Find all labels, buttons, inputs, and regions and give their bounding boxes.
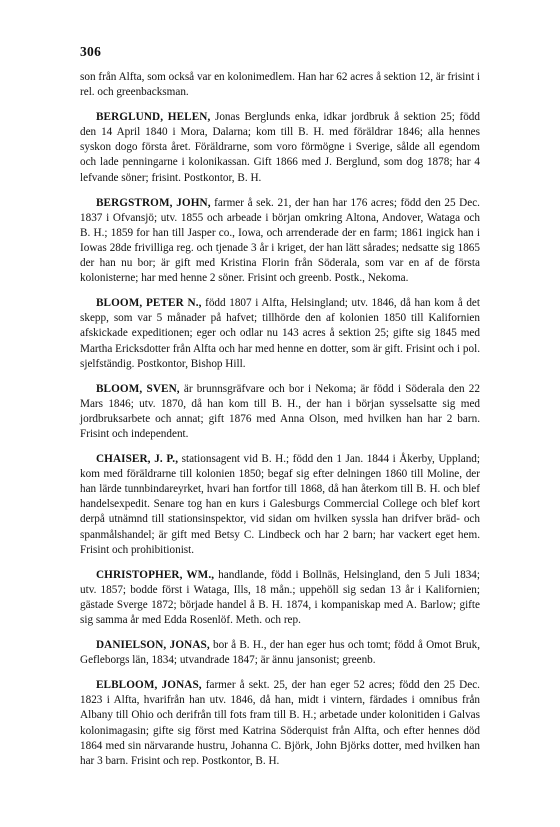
entry-text: är brunnsgräfvare och bor i Nekoma; är född i Söderala den 22 Mars 1846; utv. 1870, då han kom till B. H., der han i början sysselsatte sig med jordbruksarbete och annat; gift 1876 med Anna Olson, med hvilken han har 2 barn. Frisint och independent. [80,382,480,440]
entry-bergstrom-john [80,196,480,287]
entry-chaiser-jp [80,452,480,558]
entry-text: handlande, född i Bollnäs, Helsingland, den 5 Juli 1834; utv. 1857; bodde först i Wataga, Ills, 18 mån.; uppehöll sig sedan 13 år i Kalifornien; gästade Sverge 1872; började handel å B. H. 1874, i kompaniskap med A. Barlow; gifte sig samma år med Edda Rosenlöf. Meth. och rep. [80,568,480,626]
entry-name: BERGSTROM, JOHN, [96,196,211,209]
entry-text: bor å B. H., der han eger hus och tomt; född å Omot Bruk, Gefleborgs län, 1834; utvandrade 1847; är ännu jansonist; greenb. [80,639,480,667]
entry-text: farmer å sekt. 25, der han eger 52 acres; född den 25 Dec. 1823 i Alfta, hvarifrån han utv. 1846, då han, midt i vintern, färdades i omnibus från Albany till Ohio och derifrån till fots fram till B. H.; arbetade under kolonitiden i Galvas kolonimagasin; gifte sig först med Katrina Söderquist från Alfta, och efter hennes död 1864 med sin närvarande hustru, Johanna C. Björk, John Björks dotter, med hvilken han har 3 barn. Frisint och rep. Postkontor, B. H. [80,679,480,767]
entry-name: CHAISER, J. P., [96,453,179,466]
entry-name: BERGLUND, HELEN, [96,111,211,124]
entry-bloom-sven [80,382,480,442]
entry-elbloom-jonas [80,678,480,769]
entry-name: BLOOM, PETER N., [96,297,202,310]
entry-text: Jonas Berglunds enka, idkar jordbruk å sektion 25; född den 14 April 1840 i Mora, Dalarna; kom till B. H. med föräldrar 1846; alla hennes syskon dogo första året. Föräldrarne, som voro förmögne i Sverige, sålde all egendom och lade penningarne i kolonikassan. Gift 1866 med J. Berglund, som dog 1878; har 4 lefvande söner; frisint. Postkontor, B. H. [80,111,480,184]
entry-bloom-peter [80,296,480,371]
page-body [80,70,480,779]
entry-name: CHRISTOPHER, WM., [96,568,215,581]
entry-christopher-wm [80,568,480,628]
entry-danielson-jonas [80,638,480,668]
entry-text: son från Alfta, som också var en kolonimedlem. Han har 62 acres å sektion 12, är frisint i rel. och greenbacksman. [80,71,480,99]
entry-name: DANIELSON, JONAS, [96,639,210,652]
entry-text: född 1807 i Alfta, Helsingland; utv. 1846, då han kom å det skepp, som var 5 månader på hafvet; tillhörde den af kolonien 1850 till Kalifornien afskickade expeditionen; eger och odlar nu 143 acres å sektion 25; gifte sig 1845 med Martha Ericksdotter från Alfta och har med henne en dotter, som är gift. Frisint och i pol. sjelfständig. Postkontor, Bishop Hill. [80,297,480,370]
paragraph-continued [80,70,480,100]
entry-berglund-helen [80,110,480,185]
page-number: 306 [80,44,102,59]
entry-name: BLOOM, SVEN, [96,382,180,395]
entry-text: stationsagent vid B. H.; född den 1 Jan. 1844 i Åkerby, Uppland; kom med föräldrarne till kolonien 1850; begaf sig efter delningen 1860 till Moline, der han lärde tunnbindareyrket, hvari han fortfor till 1868, då han återkom till B. H. och blef handelsexpedit. Senare tog han en kurs i Galesburgs Commercial College och blef kort derpå utnämnd till stationsinspektor, vid sidan om hvilken syssla han drifver bräd- och spanmålshandel; är gift med Betsy C. Lindbeck och har 2 barn; har vackert eget hem. Frisint och prohibitionist. [80,453,480,556]
entry-name: ELBLOOM, JONAS, [96,679,202,692]
entry-text: farmer å sek. 21, der han har 176 acres; född den 25 Dec. 1837 i Ofvansjö; utv. 1855 och arbeade i början omkring Altona, Andover, Wataga och B. H.; 1859 for han till Jasper co., Iowa, och arrenderade der en farm; 1861 ingick han i Iowas 28de frivilliga reg. och tjenade 3 år i kriget, der han lätt sårades; nedsatte sig 1865 der han nu bor; är gift med Kristina Florin från Söderala, som var en af de första kolonisterne; har med henne 2 söner. Frisint och greenb. Postk., Nekoma. [80,196,480,285]
